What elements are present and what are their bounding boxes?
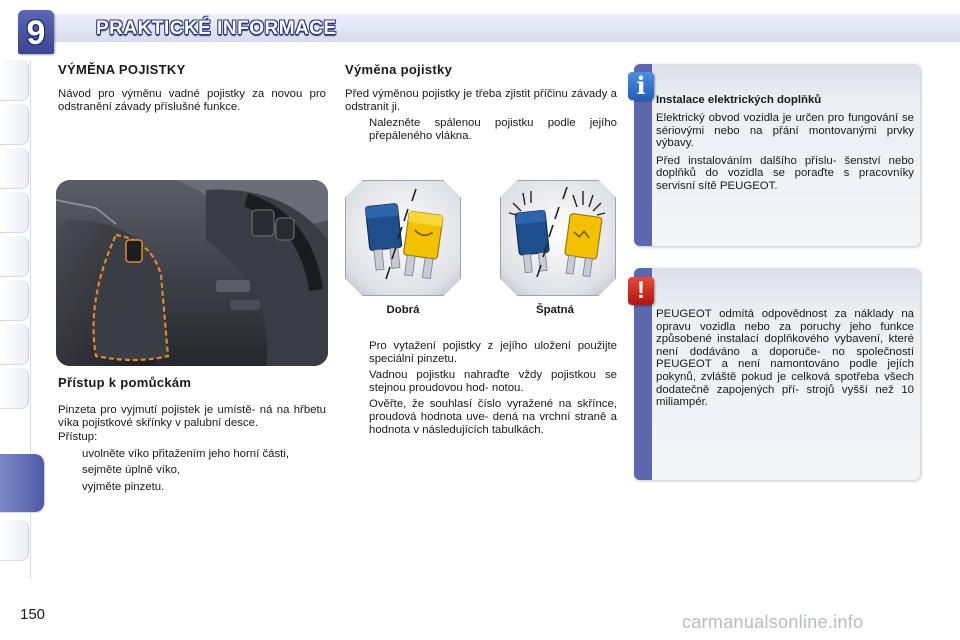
- list-item-text: Vadnou pojistku nahraďte vždy pojistkou se stejnou proudovou hod- notou.: [369, 369, 617, 394]
- section-title-access: Přístup k pomůckám: [58, 375, 192, 390]
- list-item: [345, 340, 617, 365]
- list-item: [58, 481, 326, 494]
- side-tab-10[interactable]: [0, 520, 29, 561]
- side-tab-6[interactable]: [0, 280, 29, 321]
- column-replacement-steps: [345, 336, 617, 436]
- list-item-text: Pro vytažení pojistky z jejího uložení použijte speciální pinzetu.: [369, 340, 617, 365]
- column-tool-access: [58, 375, 326, 494]
- side-tab-3[interactable]: [0, 148, 29, 189]
- warning-icon: !: [628, 277, 654, 305]
- column-fuse-replacement: [345, 62, 617, 142]
- access-text: Pinzeta pro vyjmutí pojistek je umístě- ná na hřbetu víka pojistkové skřínky v palubní desce.: [58, 404, 326, 429]
- label-good-fuse: Dobrá: [386, 304, 420, 316]
- dashboard-illustration: [56, 180, 328, 366]
- info-box-para-1: Elektrický obvod vozidla je určen pro fungování se sériovými nebo na přání montovanými prvky výbavy.: [656, 112, 914, 150]
- blown-fuse-svg: [501, 181, 615, 295]
- access-label: Přístup:: [58, 431, 98, 444]
- list-item: [345, 117, 617, 142]
- good-fuse-illustration: [345, 180, 461, 296]
- page-title: PRAKTICKÉ INFORMACE: [96, 18, 337, 39]
- list-item-text: Nalezněte spálenou pojistku podle jejího přepáleného vlákna.: [369, 117, 617, 142]
- page-number: 150: [20, 606, 46, 623]
- info-box-para-2: Před instalováním dalšího příslu- šenství nebo doplňků do vozidla se poraďte s pracovníky servisní sítě PEUGEOT.: [656, 154, 914, 192]
- side-tab-2[interactable]: [0, 104, 29, 145]
- section-title-fuse-replacement: VÝMĚNA POJISTKY: [58, 62, 186, 77]
- warning-text: PEUGEOT odmítá odpovědnost za náklady na opravu vozidla nebo za poruchy jeho funkce způsobené instalací doplňkového vybavení, které není dodáváno a doporuče- no společností PEUGEOT a není namontováno podle jejích pokynů, zvláště pokud je celková spotřeba všech dodatečně zapojených pří- strojů vyšší než 10 miliampér.: [656, 308, 914, 409]
- side-tab-7[interactable]: [0, 324, 29, 365]
- list-item-text: uvolněte víko přitažením jeho horní části,: [82, 447, 290, 460]
- list-item-text: sejměte úplně víko,: [82, 464, 181, 477]
- good-fuse-svg: [346, 181, 460, 295]
- list-item: [345, 369, 617, 394]
- chapter-number: 9: [26, 14, 46, 52]
- list-item: [58, 464, 326, 477]
- side-tab-5[interactable]: [0, 236, 29, 277]
- chapter-tab[interactable]: [18, 10, 54, 54]
- side-tab-4[interactable]: [0, 192, 29, 233]
- warning-box: [634, 268, 920, 480]
- blown-fuse-illustration: [500, 180, 616, 296]
- list-item-text: vyjměte pinzetu.: [82, 480, 165, 493]
- list-item-text: Ověřte, že souhlasí číslo vyražené na skřínce, proudová hodnota uve- dená na vrchní straně a hodnota v následujících tabulkách.: [369, 398, 617, 436]
- info-box: [634, 64, 920, 246]
- section-title-replacement: Výměna pojistky: [345, 62, 453, 77]
- dashboard-illustration-svg: [56, 180, 328, 366]
- side-tab-9-active[interactable]: [0, 454, 45, 513]
- intro-text: Návod pro výměnu vadné pojistky za novou pro odstranění závady příslušné funkce.: [58, 88, 326, 113]
- list-item: [345, 398, 617, 436]
- side-tab-1[interactable]: [0, 60, 29, 101]
- replacement-intro: Před výměnou pojistky je třeba zjistit příčinu závady a odstranit ji.: [345, 88, 617, 113]
- chapter-side-tabs: [0, 60, 40, 580]
- info-box-title: Instalace elektrických doplňků: [656, 94, 822, 106]
- label-bad-fuse: Špatná: [536, 304, 574, 316]
- column-fuse-intro: [58, 62, 326, 113]
- list-item: [58, 448, 326, 461]
- side-tab-8[interactable]: [0, 368, 29, 409]
- info-icon: i: [628, 72, 654, 100]
- watermark: carmanualsonline.info: [682, 612, 864, 632]
